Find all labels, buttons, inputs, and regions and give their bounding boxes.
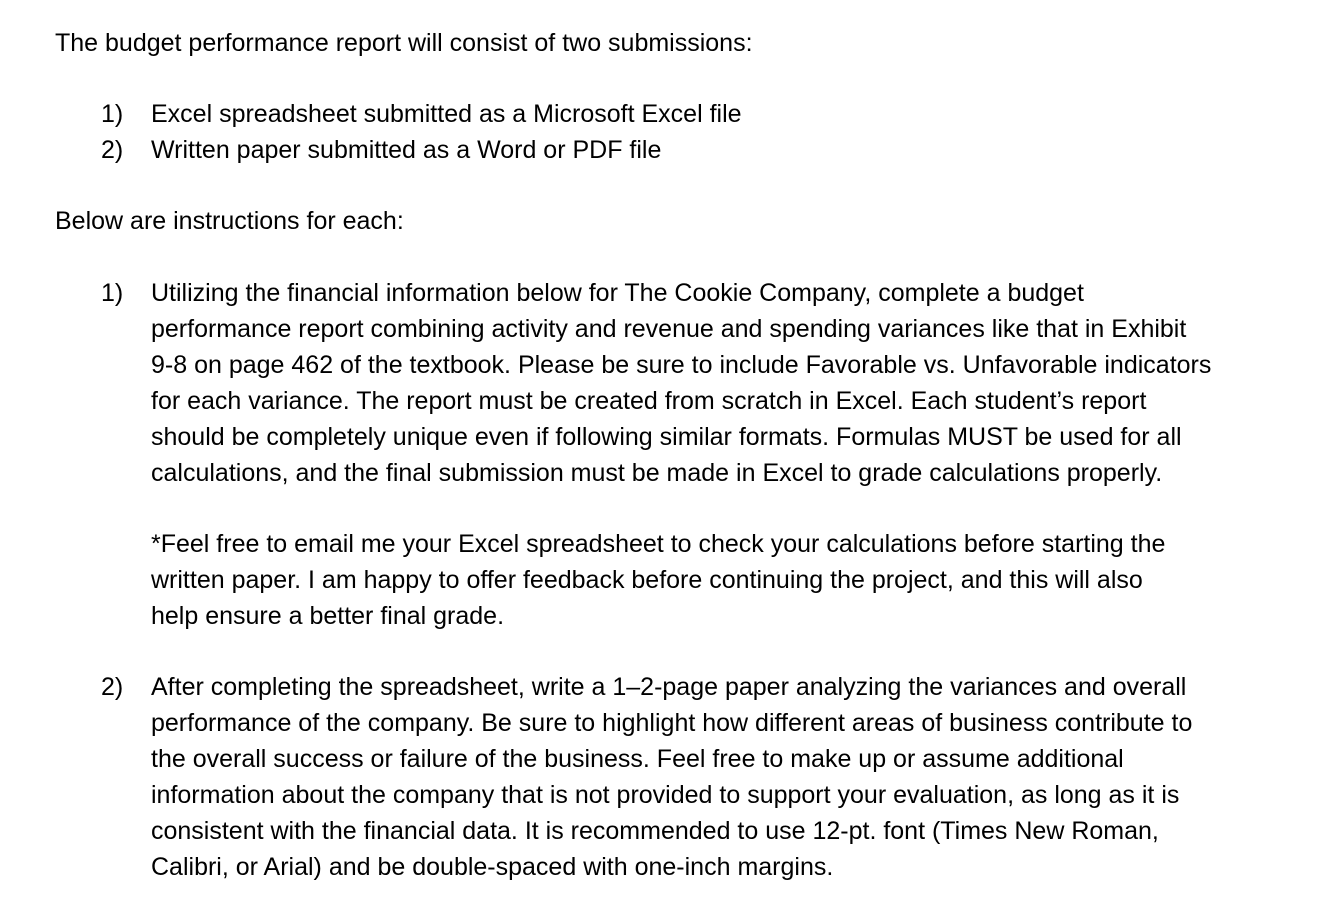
text-line: information about the company that is not provided to support your evaluation, as long as it is (151, 781, 1180, 809)
intro-paragraph: The budget performance report will consist of two submissions: (55, 29, 753, 57)
text-line: Calibri, or Arial) and be double-spaced with one-inch margins. (151, 853, 834, 881)
text-line: Utilizing the financial information below for The Cookie Company, complete a budget (151, 279, 1084, 307)
text-line: After completing the spreadsheet, write a 1–2-page paper analyzing the variances and overall (151, 673, 1187, 701)
list-item (0, 96, 1332, 132)
text-line: 9-8 on page 462 of the textbook. Please be sure to include Favorable vs. Unfavorable indicators (151, 351, 1212, 379)
note-text (151, 526, 1321, 634)
list-item-text: Excel spreadsheet submitted as a Microsoft Excel file (151, 100, 742, 128)
text-line: consistent with the financial data. It is recommended to use 12-pt. font (Times New Roman, (151, 817, 1159, 845)
list-item (0, 132, 1332, 168)
instruction-text (151, 275, 1321, 491)
text-line: performance of the company. Be sure to highlight how different areas of business contribute to (151, 709, 1193, 737)
text-line: *Feel free to email me your Excel spreadsheet to check your calculations before starting the (151, 530, 1166, 558)
text-line: calculations, and the final submission must be made in Excel to grade calculations properly. (151, 459, 1163, 487)
text-line: written paper. I am happy to offer feedback before continuing the project, and this will also (151, 566, 1143, 594)
text-line: help ensure a better final grade. (151, 602, 505, 630)
submissions-list (0, 96, 1332, 168)
list-number: 2) (101, 673, 124, 701)
instruction-text (151, 669, 1321, 885)
text-line: performance report combining activity and revenue and spending variances like that in Exhibit (151, 315, 1187, 343)
list-number: 1) (101, 279, 124, 307)
text-line: the overall success or failure of the business. Feel free to make up or assume additional (151, 745, 1124, 773)
list-number: 1) (101, 100, 124, 128)
list-number: 2) (101, 136, 124, 164)
instructions-heading: Below are instructions for each: (55, 207, 404, 235)
text-line: for each variance. The report must be created from scratch in Excel. Each student’s report (151, 387, 1147, 415)
list-item-text: Written paper submitted as a Word or PDF file (151, 136, 662, 164)
text-line: should be completely unique even if following similar formats. Formulas MUST be used for all (151, 423, 1182, 451)
